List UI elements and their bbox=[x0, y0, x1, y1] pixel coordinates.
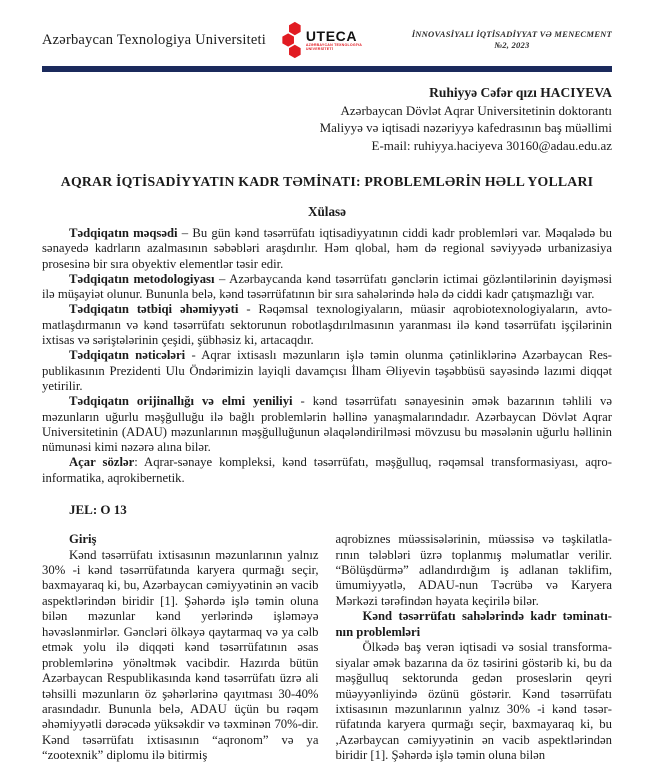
abstract-body bbox=[42, 226, 612, 486]
paragraph-text: – Bu gün kənd təsərrüfatı iqtisadiyyatının ciddi kadr problemləri var. Məqalədə bu sənayedə kadrların azalmasının səbəbləri araşdırılır. Həm qlobal, həm də regional səviyyədə urbanizasiya prosesinə bir sıra obyektiv elementlər təsir edir. bbox=[42, 226, 613, 271]
logo-subtitle: AZƏRBAYCAN TEXNOLOGİYA UNİVERSİTETİ bbox=[305, 42, 362, 51]
author-block bbox=[42, 84, 612, 154]
journal-issue: №2, 2023 bbox=[494, 40, 530, 50]
paragraph-text: - kənd təsərrüfatı sənayesinin əmək bazarının təhlili və məzunların uğurlu məşğulluğu ilə bağlı problemlərin həllinə yanaşmalarındadır. Azərbaycan Dövlət Aqrar Universitetinin (ADAU) məzunlarının məşğulluğunun əlaqələndirilməsi mövzusu bu məsələnin uğurlu həllinin nümunəsi kimi nəzərə alına bilər. bbox=[42, 394, 613, 455]
logo-text bbox=[306, 29, 368, 51]
author-affiliation-1: Azərbaycan Dövlət Aqrar Universitetinin doktorantı bbox=[340, 102, 612, 118]
abstract-heading: Xülasə bbox=[307, 204, 347, 219]
paragraph-lead: Tədqiqatın orijinallığı və elmi yeniliyi bbox=[69, 394, 293, 409]
abstract-paragraph-practical bbox=[42, 302, 612, 348]
divider-rule bbox=[42, 66, 612, 72]
logo-wordmark: UTECA bbox=[305, 27, 358, 44]
journal-header bbox=[42, 20, 612, 60]
section-heading-kadr: Kənd təsərrüfatı sahələrində kadr təminatının problemləri bbox=[335, 609, 612, 639]
column-left bbox=[42, 532, 319, 766]
abstract-paragraph-keywords bbox=[42, 455, 612, 486]
paper-title: AQRAR İQTİSADİYYATIN KADR TƏMİNATI: PROBLEMLƏRİN HƏLL YOLLARI bbox=[60, 174, 594, 189]
author-affiliation-2: Maliyyə və iqtisadi nəzəriyyə kafedrasının baş müəllimi bbox=[319, 120, 612, 135]
paragraph-lead: Açar sözlər bbox=[69, 455, 135, 470]
paragraph-text: - Aqrar ixtisaslı məzunların işlə təmin olunma çətinliklərinə Azərbaycan Respublikasının Prezidenti Ulu Öndərimizin layiqli davamçısı İlham Əliyevin təşəbbüsü sayəsində lazımi diqqət yetirilir. bbox=[42, 348, 612, 393]
author-email: E-mail: ruhiyya.haciyeva 30160@adau.edu.az bbox=[371, 137, 612, 153]
paragraph-text: : Aqrar-sənaye kompleksi, kənd təsərrüfatı, məşğulluq, rəqəmsal transformasiyası, aqroinformatika, aqrokibernetik. bbox=[42, 455, 612, 485]
hexagons-icon bbox=[280, 20, 303, 60]
paragraph-lead: Tədqiqatın metodologiyası bbox=[69, 271, 215, 286]
column-right bbox=[336, 532, 613, 766]
journal-title: İNNOVASİYALI İQTİSADİYYAT VƏ MENECMENT bbox=[411, 28, 612, 39]
jel-code: JEL: O 13 bbox=[69, 502, 127, 518]
paragraph-text: - Rəqəmsal texnologiyaların, müasir aqrobiotexnologiyaların, avtomatlaşdırmanın və kənd təsərrüfatı sektorunun robotlaşdırılmasının yaranması ilə kənd təsərrüfatı işçilərinin ixtisas və səriştələrinin çeşidi, şübhəsiz ki, artacaqdır. bbox=[42, 302, 612, 348]
paragraph-lead: Tədqiqatın tətbiqi əhəmiyyəti bbox=[69, 302, 239, 317]
uteca-logo bbox=[280, 20, 368, 60]
body-paragraph: aqrobiznes müəssisələrinin, müəssisə və təşkilatlarının tələbləri üzrə toplanmış məlumatlar verilir. “Bölüşdürmə” adlandırdığım iş adlanan təklifim, ümumiyyətlə, ADAU-nun Təcrübə və Karyera Mərkəzi tərəfindən həyata keçirilə bilər. bbox=[335, 532, 612, 608]
body-paragraph: Ölkədə baş verən iqtisadi və sosial transformasiyalar əmək bazarına da öz təsirini göstərib ki, bu da məşğulluq sektorunda gedən proseslərin qeyri müəyyənliyində özünü göstərir. Kənd təsərrüfatı ixtisasının məzunlarının yalnız 30% -i kənd təsərrüfatında karyera qurmağı seçir, baxmayaraq ki, bu ,Azərbaycan cəmiyyətinin ən vacib aspektlərindən biridir [1]. Şəhərdə işlə təmin oluna bilən bbox=[335, 640, 612, 763]
abstract-paragraph-methodology bbox=[42, 272, 612, 303]
abstract-paragraph-results bbox=[42, 348, 612, 394]
author-name: Ruhiyyə Cəfər qızı HACIYEVA bbox=[429, 85, 612, 100]
journal-info bbox=[412, 29, 612, 52]
abstract-paragraph-purpose bbox=[42, 226, 612, 272]
body-paragraph: Kənd təsərrüfatı ixtisasının məzunlarının yalnız 30% -i kənd təsərrüfatında karyera qurmağı seçir, baxmayaraq ki, bu, Azərbaycan cəmiyyətinin ən vacib aspektlərindən biridir [1]. Şəhərdə işlə təmin oluna bilən məzunlar kənd yerlərində işləməyə həvəslənmirlər. Gəncləri ölkəyə qaytarmaq və ya cəlb etmək yolu ilə diqqəti kənd təsərrüfatının əsas problemlərinə yönəltmək vacibdir. Hazırda bütün Azərbaycan Respublikasında kənd təsərrüfatı üzrə ali təhsilli məzunların öz şəhərlərinə qayıtması 30-40% arasındadır. Bununla belə, ADAU üçün bu rəqəm əhəmiyyətli dərəcədə yüksəkdir və təxminən 70%-dir. Kənd təsərrüfatı ixtisasının “aqronom” və ya “zootexnik” diplomu ilə bitirmiş bbox=[42, 547, 319, 763]
section-heading-giris: Giriş bbox=[69, 532, 97, 547]
paragraph-text: – Azərbaycanda kənd təsərrüfatı gənclərin ictimai gözləntilərinin dəyişməsi ilə müşayiət olunur. Bununla belə, kənd təsərrüfatının bir sıra sahələrində hələ də ciddi kadr çatışmazlığı var. bbox=[42, 271, 612, 302]
abstract-paragraph-originality bbox=[42, 394, 612, 455]
two-column-body bbox=[42, 532, 612, 766]
university-name: Azərbaycan Texnologiya Universiteti bbox=[42, 31, 266, 48]
paragraph-lead: Tədqiqatın nəticələri bbox=[69, 348, 186, 363]
paragraph-lead: Tədqiqatın məqsədi bbox=[69, 226, 178, 240]
